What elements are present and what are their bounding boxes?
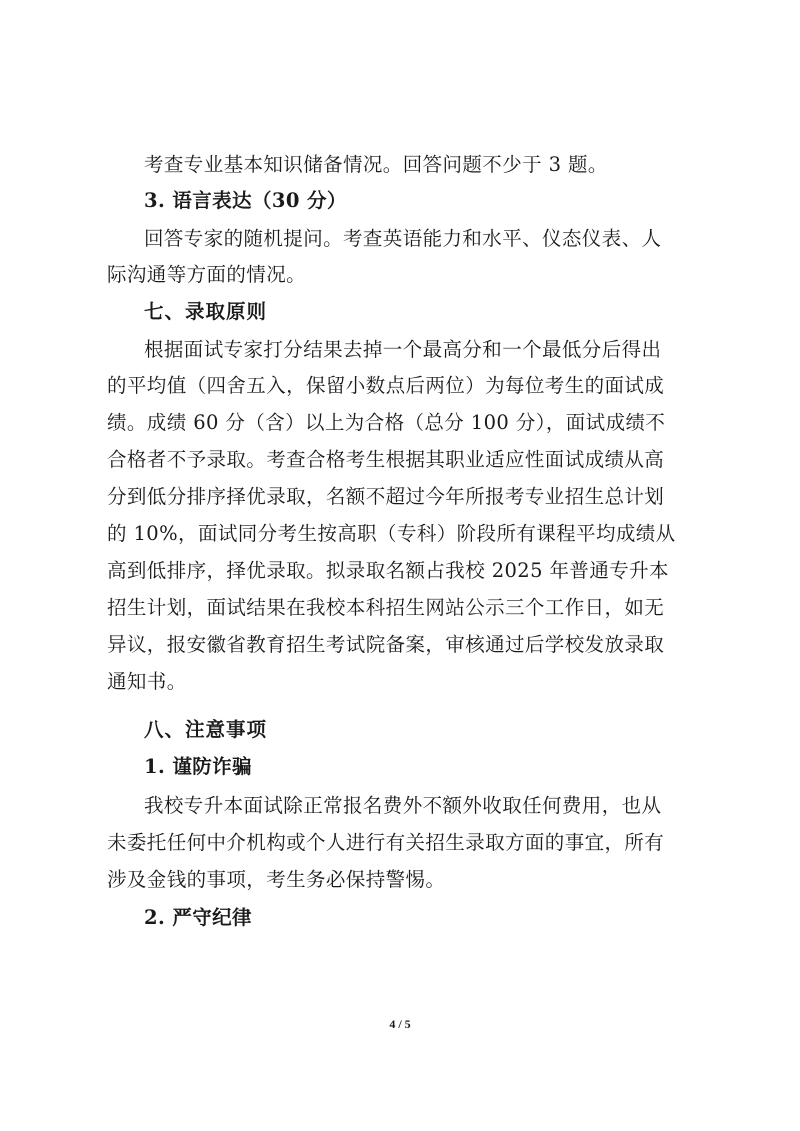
paragraph-line: 分到低分排序择优录取，名额不超过今年所报考专业招生总计划 xyxy=(107,485,665,508)
paragraph-line: 招生计划，面试结果在我校本科招生网站公示三个工作日，如无 xyxy=(107,596,665,619)
section-heading-admission-principles: 七、录取原则 xyxy=(144,300,268,323)
subheading-discipline: 2. 严守纪律 xyxy=(144,906,252,929)
paragraph-line: 根据面试专家打分结果去掉一个最高分和一个最低分后得出 xyxy=(144,338,662,361)
paragraph-line: 未委托任何中介机构或个人进行有关招生录取方面的事宜，所有 xyxy=(107,831,665,854)
paragraph-line: 异议，报安徽省教育招生考试院备案，审核通过后学校发放录取 xyxy=(107,633,665,656)
subheading-language-expression: 3. 语言表达（30 分） xyxy=(144,189,347,212)
paragraph-line: 合格者不予录取。考查合格考生根据其职业适应性面试成绩从高 xyxy=(107,448,665,471)
paragraph-line: 的平均值（四舍五入，保留小数点后两位）为每位考生的面试成 xyxy=(107,374,665,397)
paragraph-line: 际沟通等方面的情况。 xyxy=(107,263,307,286)
paragraph-line: 绩。成绩 60 分（含）以上为合格（总分 100 分），面试成绩不 xyxy=(107,411,666,434)
page-number: 4 / 5 xyxy=(389,1017,411,1031)
paragraph-line: 通知书。 xyxy=(107,670,187,693)
paragraph-line: 考查专业基本知识储备情况。回答问题不少于 3 题。 xyxy=(144,153,608,176)
section-heading-notes: 八、注意事项 xyxy=(144,718,268,741)
paragraph-line: 我校专升本面试除正常报名费外不额外收取任何费用，也从 xyxy=(144,794,662,817)
subheading-fraud-prevention: 1. 谨防诈骗 xyxy=(144,755,252,778)
paragraph-line: 的 10%，面试同分考生按高职（专科）阶段所有课程平均成绩从 xyxy=(107,522,676,545)
paragraph-line: 回答专家的随机提问。考查英语能力和水平、仪态仪表、人 xyxy=(144,227,662,250)
paragraph-line: 高到低排序，择优录取。拟录取名额占我校 2025 年普通专升本 xyxy=(107,559,669,582)
paragraph-line: 涉及金钱的事项，考生务必保持警惕。 xyxy=(107,868,446,891)
